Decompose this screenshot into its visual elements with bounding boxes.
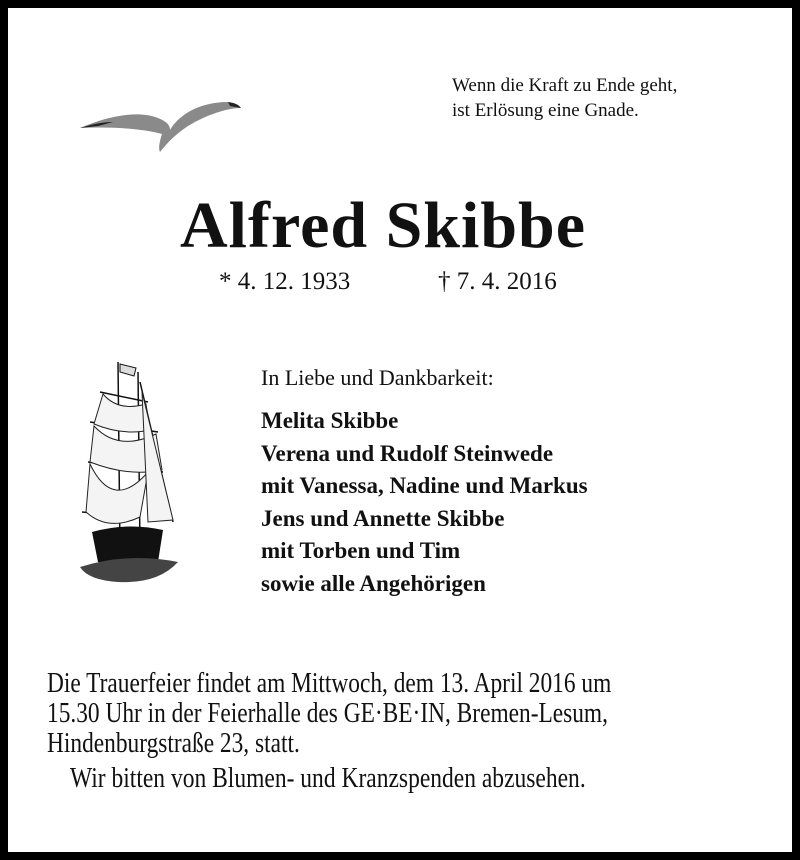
- seagull-icon: [78, 96, 243, 156]
- service-line: 15.30 Uhr in der Feierhalle des GE·BE·IN, Bremen-Lesum,: [47, 698, 608, 729]
- mourner: mit Vanessa, Nadine und Markus: [261, 473, 588, 498]
- mourner: Verena und Rudolf Steinwede: [261, 440, 554, 466]
- service-line: Hindenburgstraße 23, statt.: [47, 728, 300, 759]
- motto-quote: [452, 73, 677, 123]
- mourner: sowie alle Angehörigen: [261, 570, 486, 596]
- mourner: Melita Skibbe: [261, 408, 399, 433]
- motto-line: ist Erlösung eine Gnade.: [452, 100, 639, 121]
- mourners-list: [261, 405, 588, 600]
- birth-date: * 4. 12. 1933: [219, 268, 351, 295]
- death-date: † 7. 4. 2016: [438, 268, 557, 295]
- deceased-name: Alfred Skibbe: [180, 189, 587, 262]
- mourner: Jens und Annette Skibbe: [261, 505, 505, 531]
- motto-line: Wenn die Kraft zu Ende geht,: [452, 75, 678, 96]
- intro-line: In Liebe und Dankbarkeit:: [261, 365, 494, 390]
- flower-request: Wir bitten von Blumen- und Kranzspenden abzusehen.: [70, 763, 586, 794]
- service-line: Die Trauerfeier findet am Mittwoch, dem 13. April 2016 um: [47, 668, 612, 699]
- service-info: [47, 669, 611, 759]
- mourner: mit Torben und Tim: [261, 538, 461, 563]
- sailing-ship-icon: [78, 362, 183, 587]
